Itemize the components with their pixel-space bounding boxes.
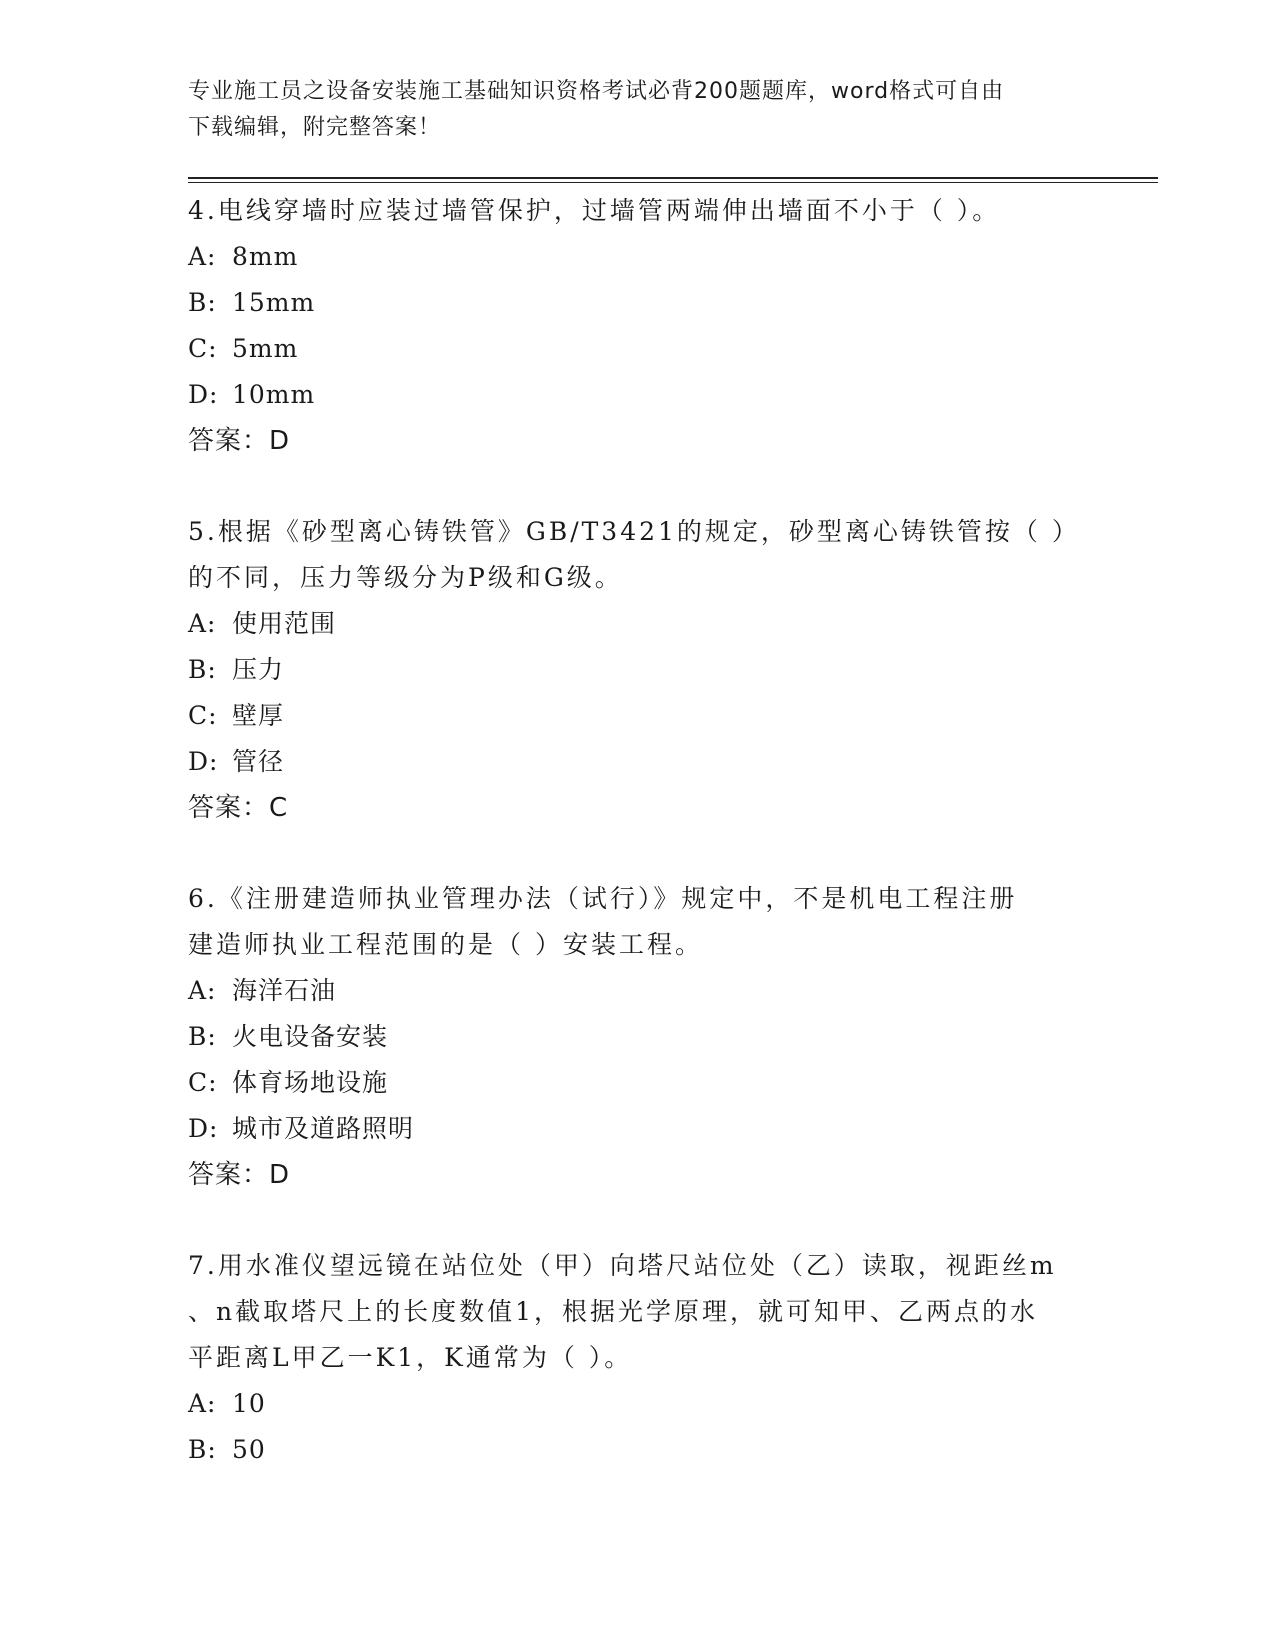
option-b: B: 压力: [188, 655, 285, 684]
option-a: A: 使用范围: [188, 609, 337, 638]
option-d: D: 管径: [188, 747, 285, 776]
question-4: [188, 188, 1088, 464]
header-line: 下载编辑，附完整答案！: [188, 115, 442, 140]
question-text: 、n截取塔尺上的长度数值1，根据光学原理，就可知甲、乙两点的水: [188, 1297, 1039, 1326]
option-b: B: 火电设备安装: [188, 1022, 389, 1051]
answer: 答案：D: [188, 426, 291, 456]
question-list: [188, 188, 1088, 1518]
question-7: [188, 1243, 1088, 1473]
option-c: C: 体育场地设施: [188, 1068, 389, 1097]
answer: 答案：C: [188, 793, 289, 823]
question-text: 建造师执业工程范围的是（ ）安装工程。: [188, 930, 703, 959]
option-b: B: 15mm: [188, 288, 316, 317]
option-a: A: 海洋石油: [188, 976, 337, 1005]
option-d: D: 城市及道路照明: [188, 1114, 415, 1143]
header-divider: [188, 177, 1158, 179]
question-text: 7.用水准仪望远镜在站位处（甲）向塔尺站位处（乙）读取，视距丝m: [188, 1251, 1057, 1280]
option-a: A: 8mm: [188, 242, 299, 271]
option-b: B: 50: [188, 1435, 266, 1464]
document-header: [188, 74, 1088, 146]
question-6: [188, 876, 1088, 1198]
question-text: 的不同，压力等级分为P级和G级。: [188, 563, 623, 592]
header-divider-thin: [188, 182, 1158, 183]
option-c: C: 5mm: [188, 334, 299, 363]
question-text: 5.根据《砂型离心铸铁管》GB/T3421的规定，砂型离心铸铁管按（ ）: [188, 517, 1080, 546]
option-d: D: 10mm: [188, 380, 316, 409]
question-text: 平距离L甲乙一K1，K通常为（ ）。: [188, 1343, 633, 1372]
question-5: [188, 509, 1088, 831]
answer: 答案：D: [188, 1160, 291, 1190]
option-a: A: 10: [188, 1389, 266, 1418]
header-line: 专业施工员之设备安装施工基础知识资格考试必背200题题库，word格式可自由: [188, 79, 1005, 104]
option-c: C: 壁厚: [188, 701, 285, 730]
question-text: 4.电线穿墙时应装过墙管保护，过墙管两端伸出墙面不小于（ ）。: [188, 196, 1001, 225]
question-text: 6.《注册建造师执业管理办法（试行）》规定中，不是机电工程注册: [188, 884, 1018, 913]
